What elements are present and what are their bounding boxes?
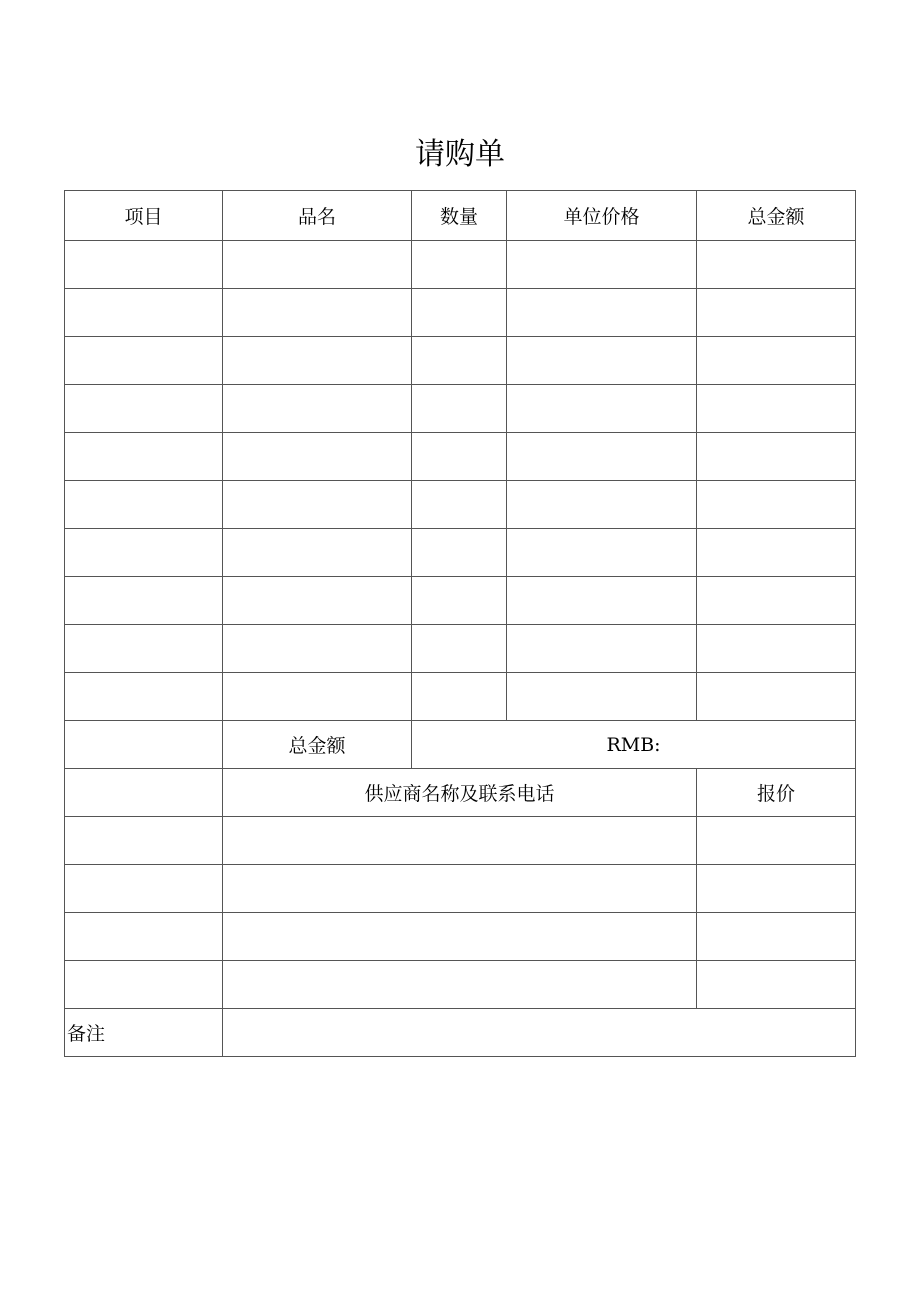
remarks-label: 备注 xyxy=(65,1009,223,1057)
header-total-amount: 总金额 xyxy=(697,191,856,241)
supplier-name-cell[interactable] xyxy=(223,961,697,1009)
product-name-cell[interactable] xyxy=(223,385,412,433)
item-cell[interactable] xyxy=(65,625,223,673)
header-row xyxy=(65,191,856,241)
quantity-cell[interactable] xyxy=(412,385,507,433)
supplier-row-label-cell[interactable] xyxy=(65,865,223,913)
quote-cell[interactable] xyxy=(697,865,856,913)
unit-price-cell[interactable] xyxy=(507,481,697,529)
product-name-cell[interactable] xyxy=(223,241,412,289)
total-amount-cell[interactable] xyxy=(697,385,856,433)
supplier-row xyxy=(65,865,856,913)
item-cell[interactable] xyxy=(65,241,223,289)
product-name-cell[interactable] xyxy=(223,529,412,577)
item-cell[interactable] xyxy=(65,481,223,529)
product-name-cell[interactable] xyxy=(223,289,412,337)
item-cell[interactable] xyxy=(65,385,223,433)
total-amount-label: 总金额 xyxy=(223,721,412,769)
total-amount-cell[interactable] xyxy=(697,481,856,529)
product-name-cell[interactable] xyxy=(223,625,412,673)
product-name-cell[interactable] xyxy=(223,433,412,481)
quantity-cell[interactable] xyxy=(412,673,507,721)
unit-price-cell[interactable] xyxy=(507,289,697,337)
purchase-request-table xyxy=(64,190,856,1057)
product-name-cell[interactable] xyxy=(223,577,412,625)
remarks-row xyxy=(65,1009,856,1057)
item-row xyxy=(65,529,856,577)
quote-cell[interactable] xyxy=(697,817,856,865)
product-name-cell[interactable] xyxy=(223,481,412,529)
product-name-cell[interactable] xyxy=(223,337,412,385)
item-cell[interactable] xyxy=(65,673,223,721)
unit-price-cell[interactable] xyxy=(507,673,697,721)
unit-price-cell[interactable] xyxy=(507,625,697,673)
item-row xyxy=(65,481,856,529)
supplier-header-row xyxy=(65,769,856,817)
quantity-cell[interactable] xyxy=(412,577,507,625)
total-amount-cell[interactable] xyxy=(697,289,856,337)
total-amount-cell[interactable] xyxy=(697,529,856,577)
item-row xyxy=(65,385,856,433)
supplier-name-cell[interactable] xyxy=(223,817,697,865)
supplier-name-phone-label: 供应商名称及联系电话 xyxy=(223,769,697,817)
total-row xyxy=(65,721,856,769)
quantity-cell[interactable] xyxy=(412,337,507,385)
total-amount-cell[interactable] xyxy=(697,241,856,289)
header-product-name: 品名 xyxy=(223,191,412,241)
unit-price-cell[interactable] xyxy=(507,337,697,385)
product-name-cell[interactable] xyxy=(223,673,412,721)
item-row xyxy=(65,241,856,289)
item-row xyxy=(65,625,856,673)
unit-price-cell[interactable] xyxy=(507,241,697,289)
unit-price-cell[interactable] xyxy=(507,529,697,577)
total-row-blank-cell xyxy=(65,721,223,769)
supplier-row-label-cell[interactable] xyxy=(65,913,223,961)
rmb-total-field[interactable] xyxy=(412,721,856,769)
item-row xyxy=(65,577,856,625)
rmb-label: RMB: xyxy=(606,733,661,756)
supplier-row xyxy=(65,817,856,865)
supplier-header-blank-cell xyxy=(65,769,223,817)
total-amount-cell[interactable] xyxy=(697,625,856,673)
item-row xyxy=(65,289,856,337)
remarks-field[interactable] xyxy=(223,1009,856,1057)
item-row xyxy=(65,433,856,481)
supplier-row xyxy=(65,961,856,1009)
header-unit-price: 单位价格 xyxy=(507,191,697,241)
item-row xyxy=(65,673,856,721)
total-amount-cell[interactable] xyxy=(697,673,856,721)
unit-price-cell[interactable] xyxy=(507,385,697,433)
unit-price-cell[interactable] xyxy=(507,577,697,625)
item-row xyxy=(65,337,856,385)
header-item: 项目 xyxy=(65,191,223,241)
item-cell[interactable] xyxy=(65,577,223,625)
quote-label: 报价 xyxy=(697,769,856,817)
supplier-name-cell[interactable] xyxy=(223,913,697,961)
item-cell[interactable] xyxy=(65,337,223,385)
quantity-cell[interactable] xyxy=(412,481,507,529)
page-title: 请购单 xyxy=(415,137,505,172)
item-cell[interactable] xyxy=(65,289,223,337)
quote-cell[interactable] xyxy=(697,961,856,1009)
supplier-row-label-cell[interactable] xyxy=(65,961,223,1009)
header-quantity: 数量 xyxy=(412,191,507,241)
quantity-cell[interactable] xyxy=(412,625,507,673)
supplier-name-cell[interactable] xyxy=(223,865,697,913)
item-cell[interactable] xyxy=(65,529,223,577)
quantity-cell[interactable] xyxy=(412,289,507,337)
total-amount-cell[interactable] xyxy=(697,337,856,385)
quantity-cell[interactable] xyxy=(412,433,507,481)
quantity-cell[interactable] xyxy=(412,241,507,289)
total-amount-cell[interactable] xyxy=(697,433,856,481)
total-amount-cell[interactable] xyxy=(697,577,856,625)
supplier-row xyxy=(65,913,856,961)
item-cell[interactable] xyxy=(65,433,223,481)
quantity-cell[interactable] xyxy=(412,529,507,577)
supplier-row-label-cell[interactable] xyxy=(65,817,223,865)
unit-price-cell[interactable] xyxy=(507,433,697,481)
quote-cell[interactable] xyxy=(697,913,856,961)
